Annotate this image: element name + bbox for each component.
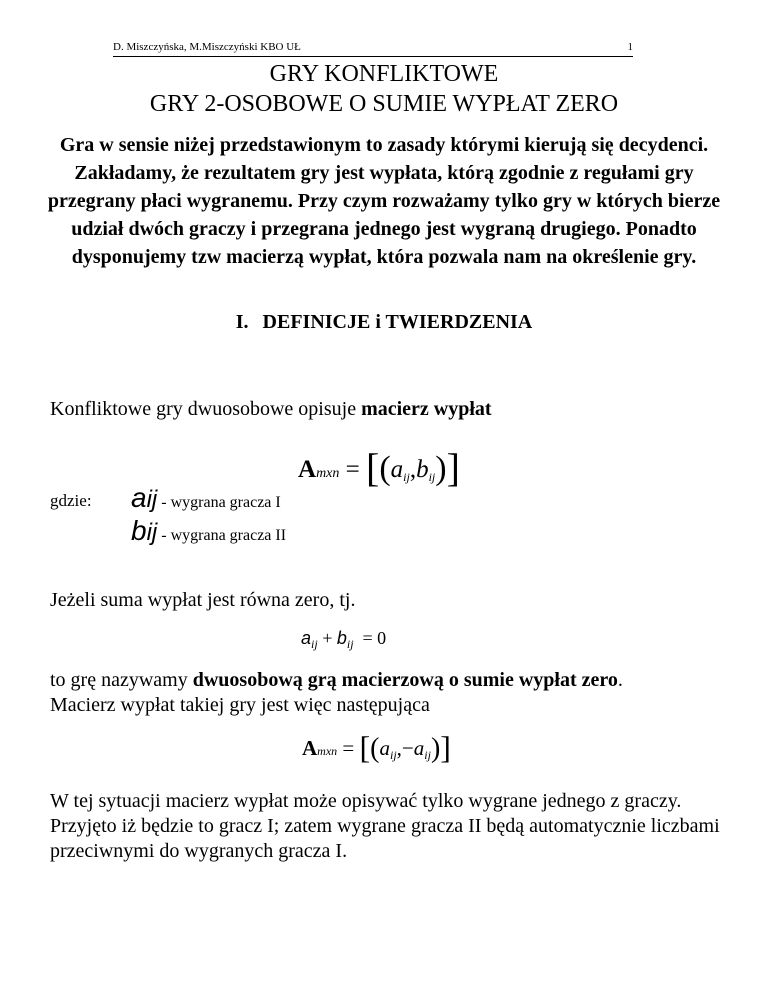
matrix-subscript: mxn: [316, 466, 340, 481]
paragraph-zero-sum: Jeżeli suma wypłat jest równa zero, tj.: [50, 589, 356, 611]
definition-text: - wygrana gracza II: [161, 527, 287, 544]
paragraph-payoff-matrix: [50, 397, 492, 421]
definition-text: - wygrana gracza I: [161, 494, 281, 511]
document-title: GRY KONFLIKTOWE: [269, 61, 499, 87]
bold-term: macierz wypłat: [361, 398, 492, 420]
symbol-b: b: [416, 456, 429, 483]
subscript-b: ij: [428, 470, 436, 484]
definition-row: [131, 482, 281, 514]
page-number: 1: [627, 41, 633, 53]
definition-subscript: ij: [146, 486, 158, 513]
equals-sign: =: [345, 456, 360, 483]
document-subtitle: GRY 2-OSOBOWE O SUMIE WYPŁAT ZERO: [149, 91, 619, 117]
formula-zero-sum-matrix: Amxn = [(aij,−aij)]: [302, 729, 451, 765]
bold-term: dwuosobową grą macierzową o sumie wypłat zero: [192, 669, 618, 691]
definition-symbol: a: [131, 482, 147, 513]
formula-payoff-matrix: Amxn = [(aij,bij)]: [298, 445, 460, 490]
running-header: [113, 40, 633, 57]
definition-row: [131, 515, 286, 547]
definition-symbol: b: [131, 515, 147, 546]
paragraph-definition: to grę nazywamy dwuosobową grą macierzową o sumie wypłat zero. Macierz wypłat takiej gry jest więc następująca: [50, 669, 623, 716]
subscript-a: ij: [403, 470, 410, 484]
section-number: I.: [235, 311, 249, 333]
formula-zero-sum: $a_{ij} + b_{ij} = 0$: [301, 628, 387, 651]
where-label: gdzie:: [50, 491, 92, 510]
header-authors: D. Miszczyńska, M.Miszczyński KBO UŁ: [113, 41, 301, 53]
matrix-symbol: A: [298, 456, 317, 483]
paragraph-text: Konfliktowe gry dwuosobowe opisuje: [50, 398, 362, 420]
paragraph-conclusion: W tej sytuacji macierz wypłat może opisywać tylko wygrane jednego z graczy. Przyjęto iż będzie to gracz I; zatem wygrane gracza II będą automatycznie liczbami przeciwnymi do wygranych gracza I.: [50, 790, 720, 862]
intro-paragraph: Gra w sensie niżej przedstawionym to zasady którymi kierują się decydenci. Zakładamy, że rezultatem gry jest wypłata, którą zgodnie z regułami gry przegrany płaci wygranemu. Przy czym rozważamy tylko gry w których bierze udział dwóch graczy i przegrana jednego jest wygraną drugiego. Ponadto dysponujemy tzw macierzą wypłat, która pozwala nam na określenie gry.: [47, 134, 721, 268]
section-title: DEFINICJE i TWIERDZENIA: [262, 311, 533, 333]
definition-subscript: ij: [146, 519, 158, 546]
section-heading: [0, 311, 768, 334]
symbol-a: a: [390, 456, 404, 483]
